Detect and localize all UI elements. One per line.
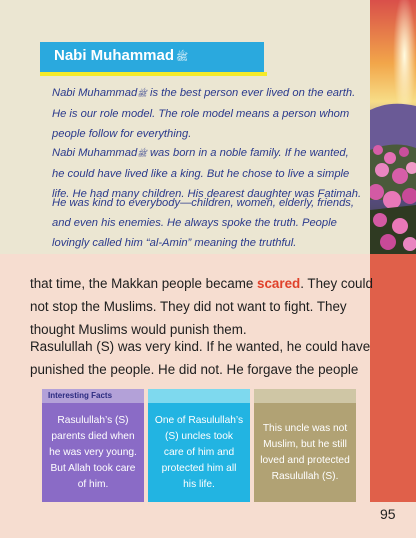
section-title-text: Nabi Muhammad	[54, 47, 175, 64]
section-title-underline	[40, 72, 267, 76]
pbuh-glyph: ﷺ	[176, 52, 189, 63]
side-color-band	[370, 254, 416, 502]
page-number: 95	[380, 506, 396, 522]
fact-card-2	[148, 389, 250, 502]
scared-highlight: scared	[257, 276, 301, 291]
body-paragraph-2	[30, 335, 371, 381]
intro-paragraph-1-text: is the best person ever lived on the earth. He is our role model. The role model means a person whom people follow for everything.	[52, 87, 356, 140]
body-line: not stop the Muslims. They did not want to fight. They	[30, 299, 347, 314]
fact-card-text: One of Rasulullah’s (S) uncles took care of him and protected him all his life.	[148, 403, 250, 502]
intro-paragraph-2-name: Nabi Muhammad	[52, 147, 138, 159]
body-line	[30, 276, 373, 291]
intro-paragraph-2-text: was born in a noble family. If he wanted, he could have lived like a king. But he chose to live a simple life. He had many children. His dearest daughter was Fatimah.	[52, 147, 362, 200]
intro-paragraph-1	[52, 83, 364, 144]
fact-card-1	[42, 389, 144, 502]
fact-card-3	[254, 389, 356, 502]
intro-paragraph-3: He was kind to everybody—children, women, elderly, friends, and even his enemies. He always spoke the truth. People lovingly called him “al-Amin” meaning the truthful.	[52, 197, 354, 249]
body-text: . They could	[300, 276, 373, 291]
fact-card-band	[254, 389, 356, 403]
pbuh-glyph: ﷺ	[137, 149, 147, 158]
body-line: Rasulullah (S) was very kind. If he wanted, he could have	[30, 339, 371, 354]
body-line: thought Muslims would punish them.	[30, 322, 247, 337]
landscape-photo	[370, 0, 416, 254]
fact-card-band	[148, 389, 250, 403]
pbuh-glyph: ﷺ	[137, 89, 147, 98]
body-text: that time, the Makkan people became	[30, 276, 258, 291]
fact-card-text: This uncle was not Muslim, but he still loved and protected Rasulullah (S).	[254, 403, 356, 502]
body-paragraph-1	[30, 272, 373, 341]
section-title	[54, 47, 188, 65]
intro-paragraph-1-name: Nabi Muhammad	[52, 87, 138, 99]
fact-card-text: Rasulullah’s (S) parents died when he was very young. But Allah took care of him.	[42, 403, 144, 502]
interesting-facts-label: Interesting Facts	[48, 391, 113, 400]
body-line: punished the people. He did not. He forgave the people	[30, 362, 359, 377]
